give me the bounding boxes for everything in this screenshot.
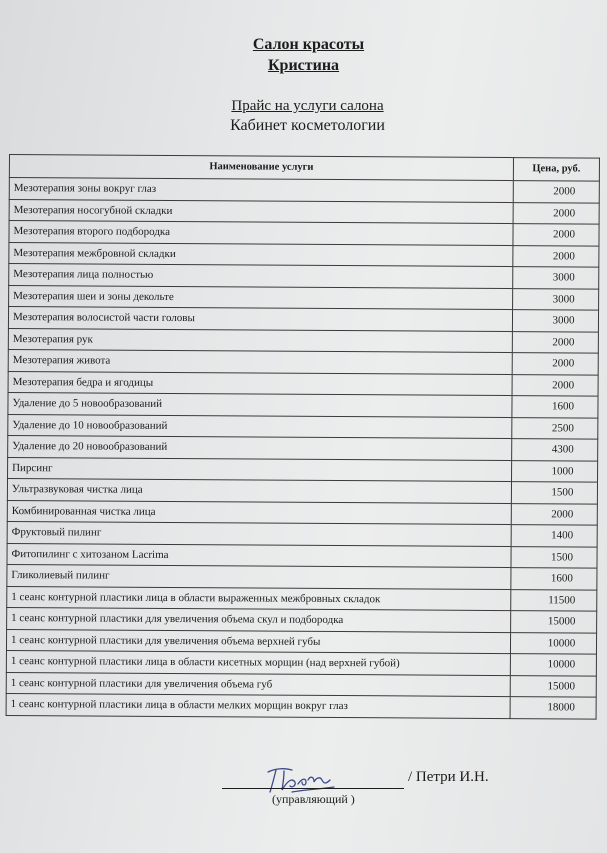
- service-price: 2000: [513, 224, 599, 246]
- service-price: 1400: [511, 525, 597, 547]
- service-price: 3000: [513, 267, 599, 289]
- service-price: 1500: [511, 546, 597, 568]
- price-list-title: Прайс на услуги салона: [231, 98, 384, 114]
- price-table-body: [6, 178, 599, 719]
- signer-role: (управляющий ): [272, 792, 355, 806]
- signature-line: [222, 788, 404, 789]
- signer-name: / Петри И.Н.: [408, 769, 489, 785]
- service-name: 1 сеанс контурной пластики для увеличения объема скул и подбородка: [7, 607, 511, 632]
- service-price: 2000: [513, 202, 599, 224]
- service-price: 2000: [512, 331, 598, 353]
- salon-title-line1: Салон красоты: [252, 36, 365, 53]
- service-price: 2000: [513, 245, 599, 267]
- service-name: Мезотерапия второго подбородка: [9, 221, 513, 246]
- service-name: Мезотерапия носогубной складки: [9, 199, 513, 224]
- handwritten-signature: [262, 762, 342, 796]
- column-header-price: Цена, руб.: [513, 158, 599, 182]
- service-name: 1 сеанс контурной пластики лица в области выраженных межбровных складок: [7, 586, 511, 611]
- service-name: Мезотерапия живота: [8, 349, 512, 374]
- service-price: 1600: [512, 396, 598, 418]
- service-name: Мезотерапия межбровной складки: [9, 242, 513, 267]
- service-name: Мезотерапия волосистой части головы: [8, 307, 512, 332]
- service-name: 1 сеанс контурной пластики лица в области кисетных морщин (над верхней губой): [6, 650, 510, 675]
- service-name: Фитопилинг с хитозаном Lacrima: [7, 543, 511, 568]
- service-price: 10000: [510, 654, 596, 676]
- service-price: 2500: [512, 417, 598, 439]
- service-price: 1600: [511, 568, 597, 590]
- service-price: 2000: [511, 503, 597, 525]
- service-price: 10000: [510, 632, 596, 654]
- service-name: Удаление до 10 новообразований: [8, 414, 512, 439]
- salon-title: [0, 34, 607, 76]
- cabinet-subtitle: Кабинет косметологии: [230, 117, 385, 134]
- signature-block: [0, 762, 607, 822]
- service-price: 1000: [512, 460, 598, 482]
- service-name: Гликолиевый пилинг: [7, 564, 511, 589]
- service-price: 3000: [512, 310, 598, 332]
- service-price: 2000: [513, 181, 599, 203]
- service-name: 1 сеанс контурной пластики для увеличения объема губ: [6, 672, 510, 697]
- service-price: 15000: [511, 611, 597, 633]
- service-price: 11500: [511, 589, 597, 611]
- service-name: 1 сеанс контурной пластики лица в области мелких морщин вокруг глаз: [6, 693, 510, 718]
- service-price: 2000: [512, 374, 598, 396]
- price-table: [6, 154, 600, 719]
- service-name: Ультразвуковая чистка лица: [7, 478, 511, 503]
- service-price: 2000: [512, 353, 598, 375]
- service-price: 18000: [510, 697, 596, 719]
- service-name: Мезотерапия зоны вокруг глаз: [9, 178, 513, 203]
- service-name: Мезотерапия бедра и ягодицы: [8, 371, 512, 396]
- service-price: 4300: [512, 439, 598, 461]
- column-header-service: Наименование услуги: [9, 155, 513, 181]
- service-name: Комбинированная чистка лица: [7, 500, 511, 525]
- service-name: Мезотерапия рук: [8, 328, 512, 353]
- price-list-heading: [0, 96, 607, 136]
- salon-title-line2: Кристина: [267, 57, 340, 74]
- service-name: 1 сеанс контурной пластики для увеличения объема верхней губы: [6, 629, 510, 654]
- service-price: 1500: [511, 482, 597, 504]
- service-name: Удаление до 20 новообразований: [8, 435, 512, 460]
- service-price: 3000: [513, 288, 599, 310]
- service-name: Пирсинг: [8, 457, 512, 482]
- service-name: Фруктовый пилинг: [7, 521, 511, 546]
- service-price: 15000: [510, 675, 596, 697]
- table-row: [6, 693, 596, 718]
- service-name: Мезотерапия шеи и зоны декольте: [9, 285, 513, 310]
- service-name: Удаление до 5 новообразований: [8, 392, 512, 417]
- service-name: Мезотерапия лица полностью: [9, 264, 513, 289]
